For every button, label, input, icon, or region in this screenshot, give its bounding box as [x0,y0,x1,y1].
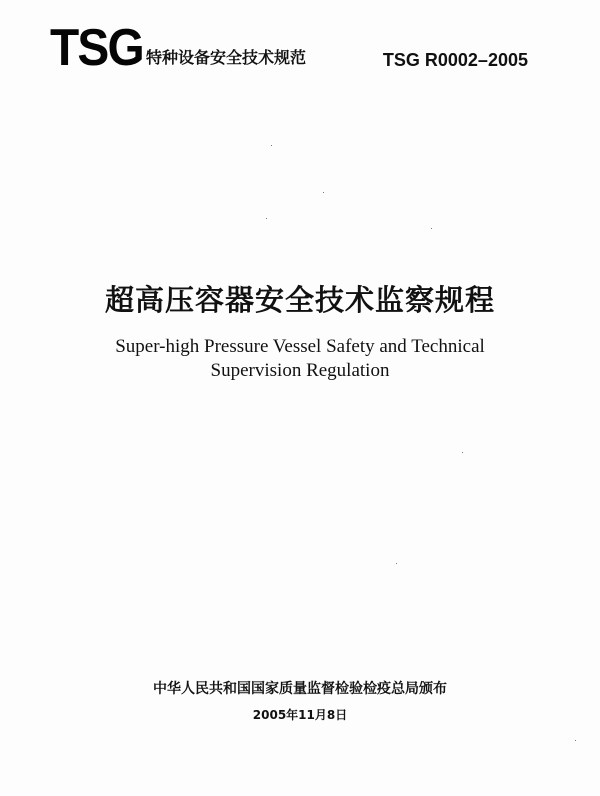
english-title-line-1: Super-high Pressure Vessel Safety and Technical [115,336,485,357]
document-header [0,0,600,90]
scan-speck [271,145,272,146]
scan-speck [431,228,432,229]
scan-speck [575,740,576,741]
publisher: 中华人民共和国国家质量监督检验检疫总局颁布 [153,681,447,697]
publication-date: 2005年11月8日 [252,708,348,722]
scan-speck [462,452,463,453]
english-title-line-2: Supervision Regulation [210,360,390,381]
standard-code: TSG R0002–2005 [382,50,528,70]
series-name: 特种设备安全技术规范 [146,48,307,67]
scan-speck [323,192,324,193]
tsg-logo: TSG [50,19,143,77]
document-title-english [0,335,600,383]
scan-speck [396,563,397,564]
scan-speck [266,218,267,219]
document-title-chinese: 超高压容器安全技术监察规程 [104,283,495,317]
